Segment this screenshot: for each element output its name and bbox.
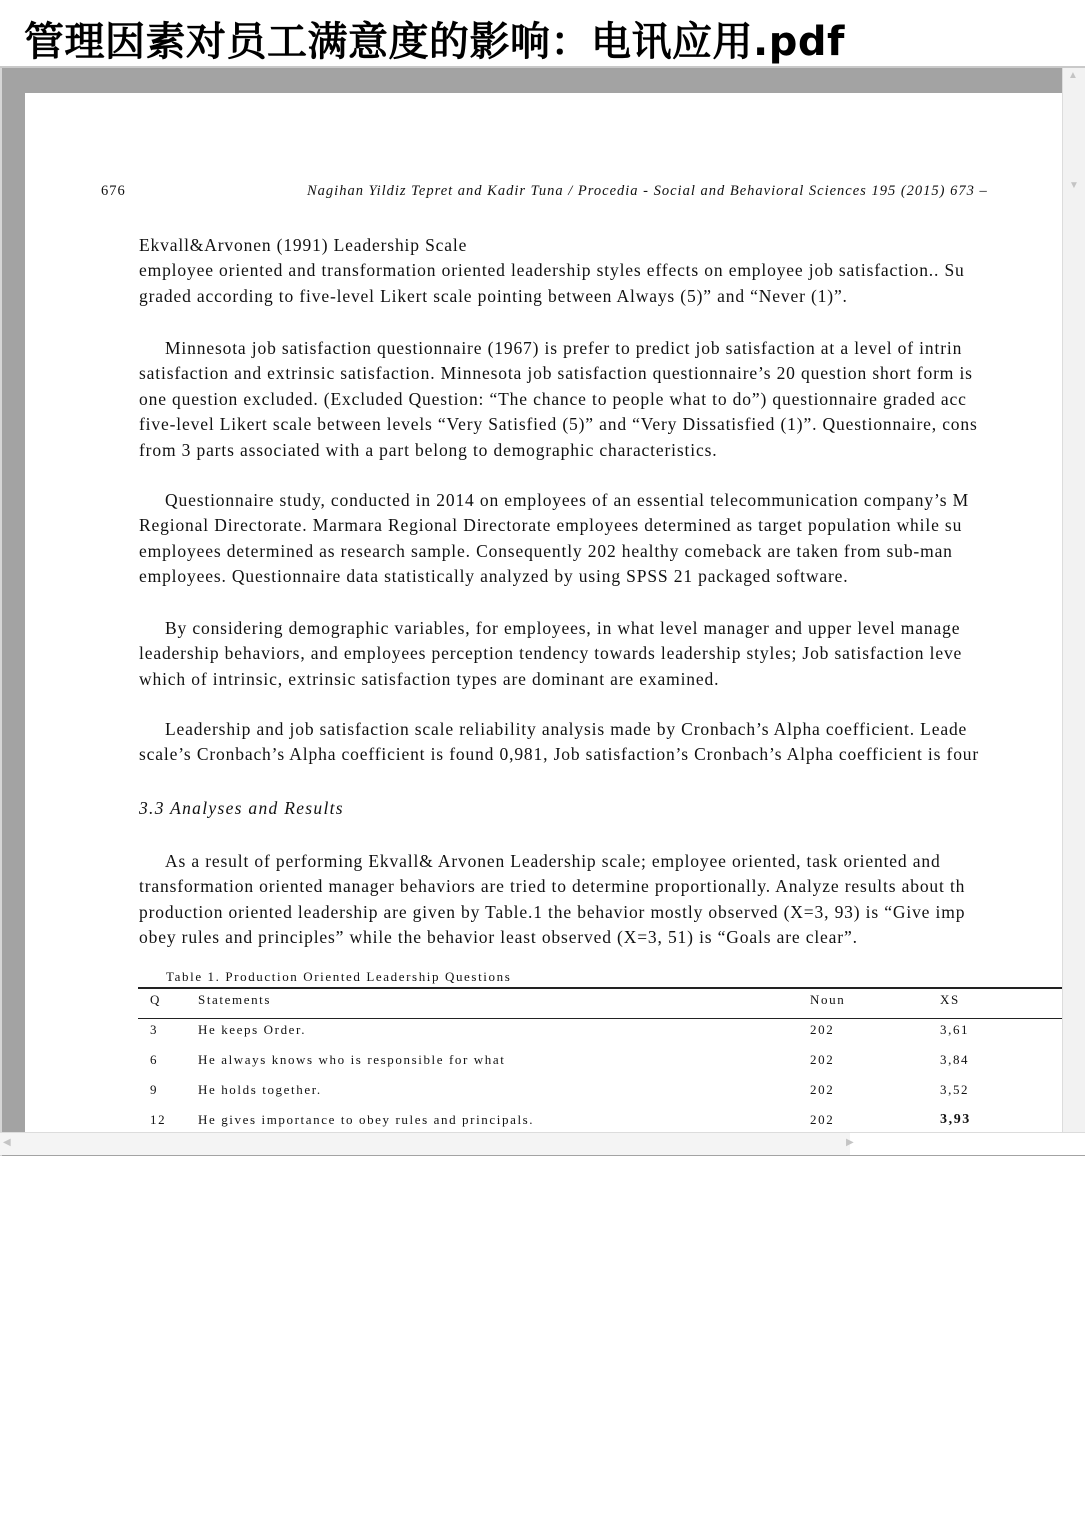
text-line: By considering demographic variables, for employees, in what level manager and upper level manage [165,618,961,638]
text-line: employee oriented and transformation oriented leadership styles effects on employee job satisfaction.. Su [139,260,965,281]
table-rule [138,1018,1063,1019]
text-line: transformation oriented manager behaviors are tried to determine proportionally. Analyze results about th [139,876,966,897]
table-row [138,1112,1063,1132]
text-line: scale’s Cronbach’s Alpha coefficient is found 0,981, Job satisfaction’s Cronbach’s Alpha coefficient is four [139,744,980,765]
text-line: Ekvall&Arvonen (1991) Leadership Scale [139,235,468,255]
text-line: Questionnaire study, conducted in 2014 on employees of an essential telecommunication company’s M [165,490,969,510]
section-heading: 3.3 Analyses and Results [139,798,344,818]
pdf-page [25,93,1063,1133]
text-line: Minnesota job satisfaction questionnaire (1967) is prefer to predict job satisfaction at a level of intrin [165,338,963,358]
cell-q: 12 [150,1112,167,1127]
cell-xs: 3,52 [940,1082,970,1097]
paragraph-minnesota [139,336,1063,463]
col-header-noun: Noun [810,992,846,1007]
text-line: production oriented leadership are given by Table.1 the behavior mostly observed (X=3, 93) is “Give imp [139,901,966,922]
col-header-statements: Statements [198,992,272,1007]
text-line: obey rules and principles” while the behavior least observed (X=3, 51) is “Goals are clear”. [139,927,858,948]
text-line: graded according to five-level Likert scale pointing between Always (5)” and “Never (1)”. [139,285,848,306]
paragraph-study [139,488,1063,590]
cell-noun: 202 [810,1052,835,1067]
cell-statement: He gives importance to obey rules and principals. [198,1112,535,1127]
cell-xs: 3,84 [940,1052,970,1067]
cell-noun: 202 [810,1022,835,1037]
document-title: 管理因素对员工满意度的影响：电讯应用.pdf [24,19,845,65]
text-line: leadership behaviors, and employees perception tendency towards leadership styles; Job satisfaction leve [139,643,963,664]
cell-q: 6 [150,1052,159,1067]
scrollbar-blank [850,1133,1085,1155]
text-line: one question excluded. (Excluded Question: “The chance to people what to do”) questionnaire graded acc [139,388,967,409]
table-row [138,1022,1063,1042]
text-line: which of intrinsic, extrinsic satisfaction types are dominant are examined. [139,668,720,689]
text-line: from 3 parts associated with a part belong to demographic characteristics. [139,439,718,460]
paragraph-reliability [139,717,1063,768]
table-row [138,1052,1063,1072]
cell-q: 9 [150,1082,159,1097]
text-line: Regional Directorate. Marmara Regional Directorate employees determined as target population while su [139,515,963,536]
scroll-up-icon[interactable]: ▲ [1068,70,1078,81]
text-line: employees. Questionnaire data statistically analyzed by using SPSS 21 packaged software. [139,566,849,587]
text-line: Leadership and job satisfaction scale reliability analysis made by Cronbach’s Alpha coefficient. Leade [165,719,968,739]
page-number: 676 [101,183,126,199]
viewer-edge [0,68,2,1156]
paragraph-demographic [139,616,1063,692]
scroll-down-icon[interactable]: ▼ [1069,180,1079,191]
paragraph-results [139,849,1063,951]
text-line: As a result of performing Ekvall& Arvonen Leadership scale; employee oriented, task oriented and [165,851,941,871]
cell-q: 3 [150,1022,159,1037]
cell-xs: 3,61 [940,1022,970,1037]
cell-noun: 202 [810,1082,835,1097]
text-line: employees determined as research sample. Consequently 202 healthy comeback are taken from sub-man [139,540,953,561]
cell-xs: 3,93 [940,1112,971,1127]
cell-statement: He always knows who is responsible for what [198,1052,506,1067]
text-line: satisfaction and extrinsic satisfaction. Minnesota job satisfaction questionnaire’s 20 question short form is [139,363,973,384]
text-line: five-level Likert scale between levels “Very Satisfied (5)” and “Very Dissatisfied (1)”. Questionnaire, cons [139,414,978,435]
journal-header: Nagihan Yildiz Tepret and Kadir Tuna / Procedia - Social and Behavioral Sciences 195 (2015) 673 – [307,183,988,199]
cell-statement: He keeps Order. [198,1022,307,1037]
table-rule [138,987,1063,989]
paragraph-scale [139,233,1063,309]
col-header-xs: XS [940,992,960,1007]
vertical-scrollbar[interactable] [1062,68,1085,1132]
pdf-viewer[interactable] [0,66,1085,1156]
table-header-row [138,992,1063,1012]
table-caption: Table 1. Production Oriented Leadership Questions [166,969,512,984]
col-header-q: Q [150,992,161,1007]
horizontal-scrollbar[interactable] [0,1132,1085,1155]
scroll-left-icon[interactable]: ◀ [3,1137,11,1148]
cell-statement: He holds together. [198,1082,322,1097]
cell-noun: 202 [810,1112,835,1127]
table-row [138,1082,1063,1102]
scroll-right-icon[interactable]: ▶ [846,1137,854,1148]
